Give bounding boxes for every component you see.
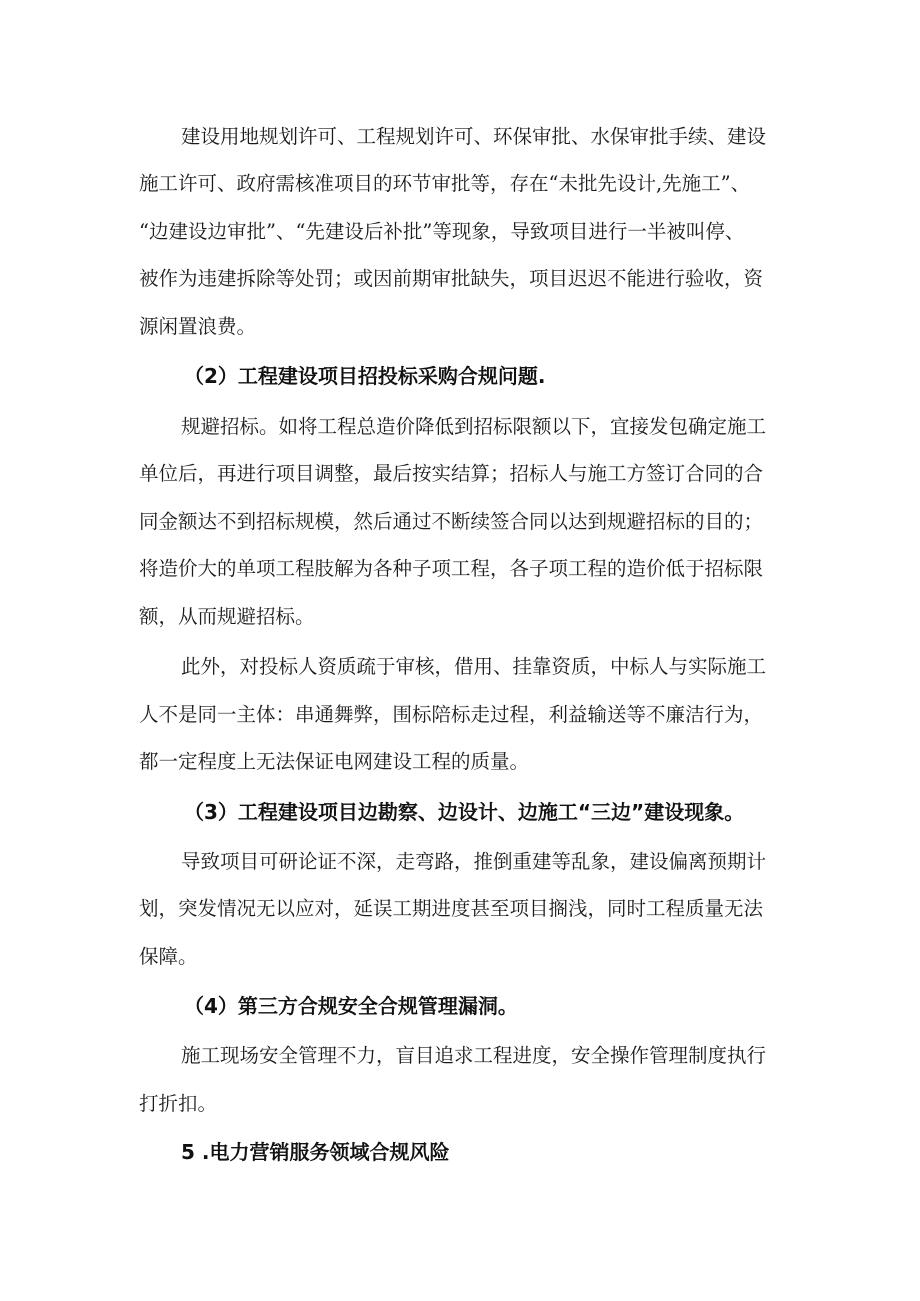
section-heading: （2）工程建设项目招投标采购合规问题. bbox=[184, 364, 546, 388]
paragraph-line: 同金额达不到招标规模，然后通过不断续签合同以达到规避招标的目的； bbox=[139, 510, 764, 533]
paragraph-line: 建设用地规划许可、工程规划许可、环保审批、水保审批手续、建设 bbox=[181, 125, 767, 148]
paragraph-line: 此外，对投标人资质疏于审核，借用、挂靠资质，中标人与实际施工 bbox=[181, 655, 767, 678]
paragraph-line: 导致项目可研论证不深，走弯路，推倒重建等乱象，建设偏离预期计 bbox=[181, 850, 767, 873]
paragraph-line: “边建设边审批”、“先建设后补批”等现象，导致项目进行一半被叫停、 bbox=[139, 220, 745, 243]
paragraph-line: 都一定程度上无法保证电网建设工程的质量。 bbox=[139, 750, 530, 773]
paragraph-line: 保障。 bbox=[139, 945, 198, 968]
paragraph-line: 额，从而规避招标。 bbox=[139, 605, 315, 628]
paragraph-line: 施工现场安全管理不力，盲目追求工程进度，安全操作管理制度执行 bbox=[181, 1044, 767, 1067]
paragraph-line: 规避招标。如将工程总造价降低到招标限额以下，宜接发包确定施工 bbox=[181, 415, 767, 438]
paragraph-line: 将造价大的单项工程肢解为各种子项工程，各子项工程的造价低于招标限 bbox=[139, 557, 764, 580]
paragraph-line: 被作为违建拆除等处罚；或因前期审批缺失，项目迟迟不能进行验收，资 bbox=[139, 267, 764, 290]
paragraph-line: 源闲置浪费。 bbox=[139, 315, 257, 338]
section-heading: 5 .电力营销服务领域合规风险 bbox=[181, 1140, 450, 1164]
section-heading: （3）工程建设项目边勘察、边设计、边施工“三边”建设现象。 bbox=[184, 800, 745, 824]
paragraph-line: 单位后，再进行项目调整，最后按实结算；招标人与施工方签订合同的合 bbox=[139, 462, 764, 485]
paragraph-line: 打折扣。 bbox=[139, 1092, 218, 1115]
section-heading: （4）第三方合规安全合规管理漏洞。 bbox=[184, 994, 518, 1018]
paragraph-line: 划，突发情况无以应对，延误工期进度甚至项目搁浅，同时工程质量无法 bbox=[139, 897, 764, 920]
paragraph-line: 人不是同一主体：串通舞弊，围标陪标走过程，利益输送等不廉洁行为， bbox=[139, 703, 764, 726]
paragraph-line: 施工许可、政府需核准项目的环节审批等，存在“未批先设计,先施工”、 bbox=[139, 172, 751, 195]
